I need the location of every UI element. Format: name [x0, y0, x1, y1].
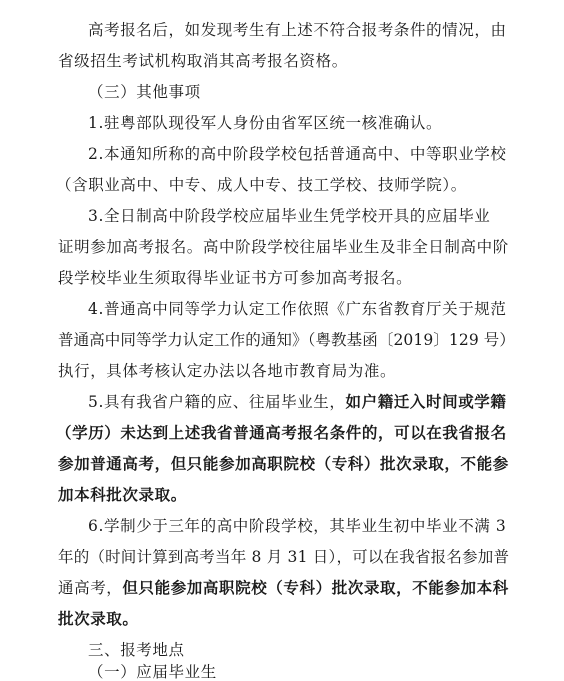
item-5-line-4: 加本科批次录取。 — [58, 485, 187, 504]
item-6-line-3-normal: 通高考， — [58, 579, 123, 597]
item-3-line-2: 证明参加高考报名。高中阶段学校往届毕业生及非全日制高中阶 — [58, 238, 509, 256]
item-2-line-2: （含职业高中、中专、成人中专、技工学校、技师学院）。 — [56, 176, 467, 194]
item-5-line-3: 参加普通高考，但只能参加高职院校（专科）批次录取，不能参 — [58, 454, 509, 473]
item-5-line-1 — [88, 392, 564, 412]
item-6-line-3-bold: 但只能参加高职院校（专科）批次录取，不能参加本科 — [122, 578, 509, 597]
section-heading-3: 三、报考地点 — [88, 641, 185, 659]
item-2-line-1: 2.本通知所称的高中阶段学校包括普通高中、中等职业学校 — [88, 145, 507, 163]
subsection-1: （一）应届毕业生 — [88, 663, 217, 681]
item-3-line-3: 段学校毕业生须取得毕业证书方可参加高考报名。 — [58, 269, 413, 287]
section-3-heading: （三）其他事项 — [88, 83, 201, 101]
item-6-line-4: 批次录取。 — [58, 609, 139, 628]
item-6-line-1: 6.学制少于三年的高中阶段学校，其毕业生初中毕业不满 3 — [88, 517, 507, 535]
item-5-line-1-normal: 5.具有我省户籍的应、往届毕业生， — [88, 393, 346, 411]
paragraph-1-line-2: 省级招生考试机构取消其高考报名资格。 — [58, 52, 348, 70]
paragraph-1-line-1: 高考报名后，如发现考生有上述不符合报考条件的情况，由 — [88, 21, 507, 39]
item-4-line-1: 4.普通高中同等学力认定工作依照《广东省教育厅关于规范 — [88, 300, 507, 318]
item-4-line-2: 普通高中同等学力认定工作的通知》（粤教基函〔2019〕129 号） — [58, 331, 516, 349]
item-6-line-3 — [58, 578, 564, 598]
item-6-line-2: 年的（时间计算到高考当年 8 月 31 日），可以在我省报名参加普 — [58, 548, 510, 566]
item-5-line-1-bold: 如户籍迁入时间或学籍 — [345, 392, 507, 411]
item-5-line-2: （学历）未达到上述我省普通高考报名条件的，可以在我省报名 — [56, 423, 507, 442]
item-3-line-1: 3.全日制高中阶段学校应届毕业生凭学校开具的应届毕业 — [88, 207, 491, 225]
item-1-line-1: 1.驻粤部队现役军人身份由省军区统一核准确认。 — [88, 114, 443, 132]
item-4-line-3: 执行，具体考核认定办法以各地市教育局为准。 — [58, 362, 397, 380]
